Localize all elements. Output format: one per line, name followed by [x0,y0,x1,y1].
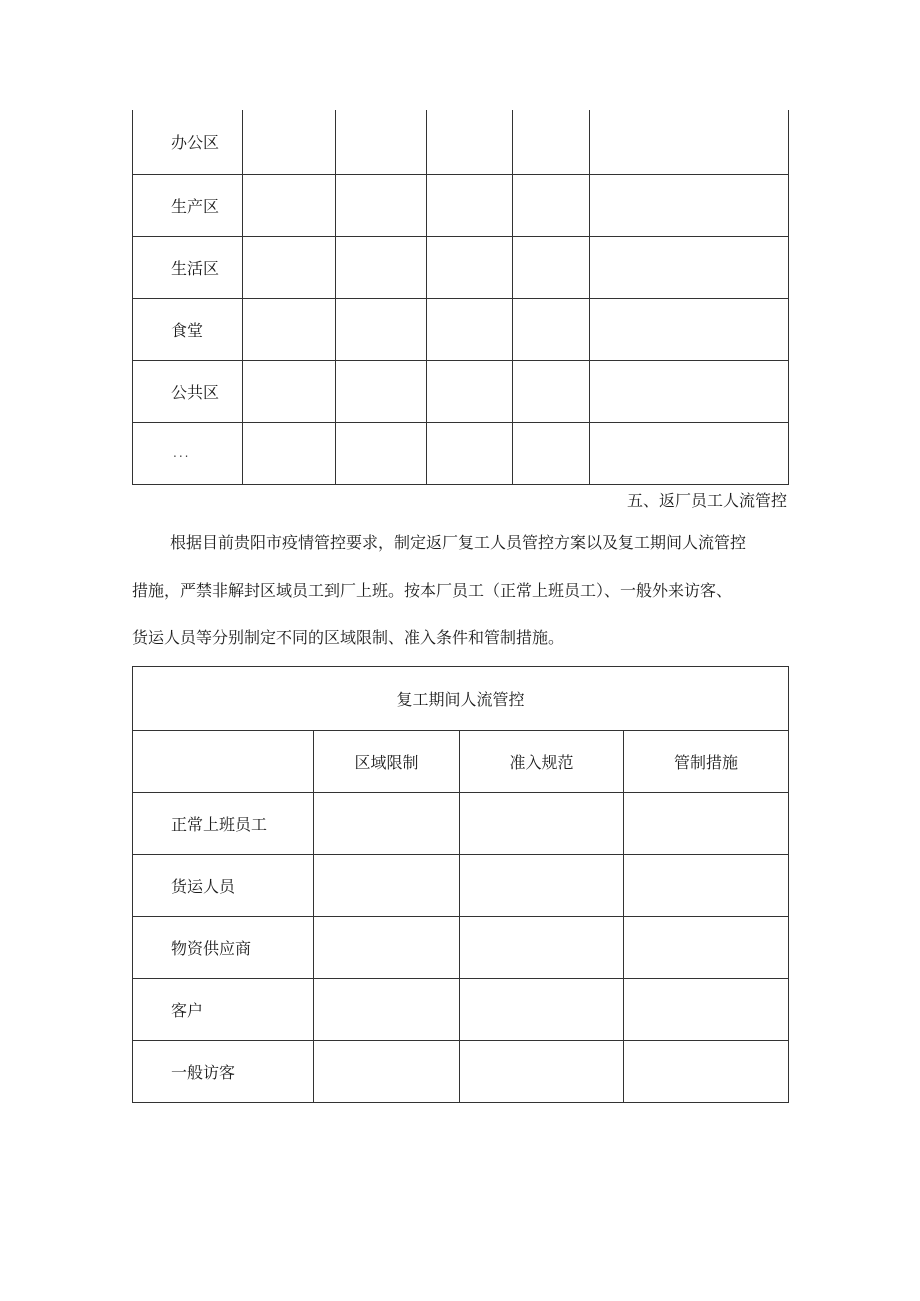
table-cell [243,360,336,422]
table-cell [624,793,789,855]
table-cell [624,1041,789,1103]
table-cell [590,110,789,174]
table-cell [243,422,336,484]
table-cell [336,174,427,236]
table-cell [243,298,336,360]
table-cell [513,174,590,236]
table-row [133,360,789,422]
table-row [133,793,789,855]
section-heading: 五、返厂员工人流管控 [626,491,787,510]
flow-control-table [132,666,789,1103]
header-access-rules: 准入规范 [460,731,624,793]
row-label: 食堂 [133,298,243,360]
table-cell [513,422,590,484]
table-title-row [133,667,789,731]
table-cell [336,236,427,298]
header-area-restriction: 区域限制 [314,731,460,793]
paragraph-line-1: 根据目前贵阳市疫情管控要求，制定返厂复工人员管控方案以及复工期间人流管控 [170,533,747,552]
table-cell [624,979,789,1041]
table-cell [513,360,590,422]
table-cell [427,360,513,422]
row-label: 一般访客 [133,1041,314,1103]
table-cell [243,236,336,298]
table-cell [314,917,460,979]
table-row [133,855,789,917]
table-row [133,422,789,484]
row-label: 正常上班员工 [133,793,314,855]
row-label: 办公区 [133,110,243,174]
row-label: ... [133,422,243,484]
table-row [133,917,789,979]
row-label: 物资供应商 [133,917,314,979]
table-cell [460,979,624,1041]
row-label: 货运人员 [133,855,314,917]
paragraph-line-3: 货运人员等分别制定不同的区域限制、准入条件和管制措施。 [132,628,565,647]
table-row [133,236,789,298]
table-cell [460,793,624,855]
table-cell [460,855,624,917]
table-row [133,1041,789,1103]
table-cell [590,174,789,236]
table-cell [314,793,460,855]
table-cell [314,855,460,917]
table-row [133,298,789,360]
table-cell [243,110,336,174]
table-cell [624,855,789,917]
table-cell [460,1041,624,1103]
table-cell [336,298,427,360]
table-row [133,979,789,1041]
table-cell [513,298,590,360]
table-row [133,174,789,236]
table-cell [513,236,590,298]
table-cell [314,979,460,1041]
table-cell [460,917,624,979]
table-cell [590,360,789,422]
header-empty-cell [133,731,314,793]
row-label: 生产区 [133,174,243,236]
paragraph-line-2: 措施，严禁非解封区域员工到厂上班。按本厂员工（正常上班员工）、一般外来访客、 [132,581,733,600]
table-cell [427,174,513,236]
row-label: 公共区 [133,360,243,422]
table-cell [427,298,513,360]
table-cell [314,1041,460,1103]
row-label: 生活区 [133,236,243,298]
table-cell [243,174,336,236]
table-title: 复工期间人流管控 [133,667,789,731]
header-control-measures: 管制措施 [624,731,789,793]
table-cell [336,422,427,484]
table-cell [590,236,789,298]
table-cell [427,422,513,484]
area-table [132,110,789,485]
table-cell [590,298,789,360]
table-cell [590,422,789,484]
table-cell [513,110,590,174]
table-cell [427,110,513,174]
table-cell [336,360,427,422]
table-row [133,110,789,174]
table-cell [427,236,513,298]
row-label: 客户 [133,979,314,1041]
table-cell [336,110,427,174]
table-cell [624,917,789,979]
table-header-row [133,731,789,793]
